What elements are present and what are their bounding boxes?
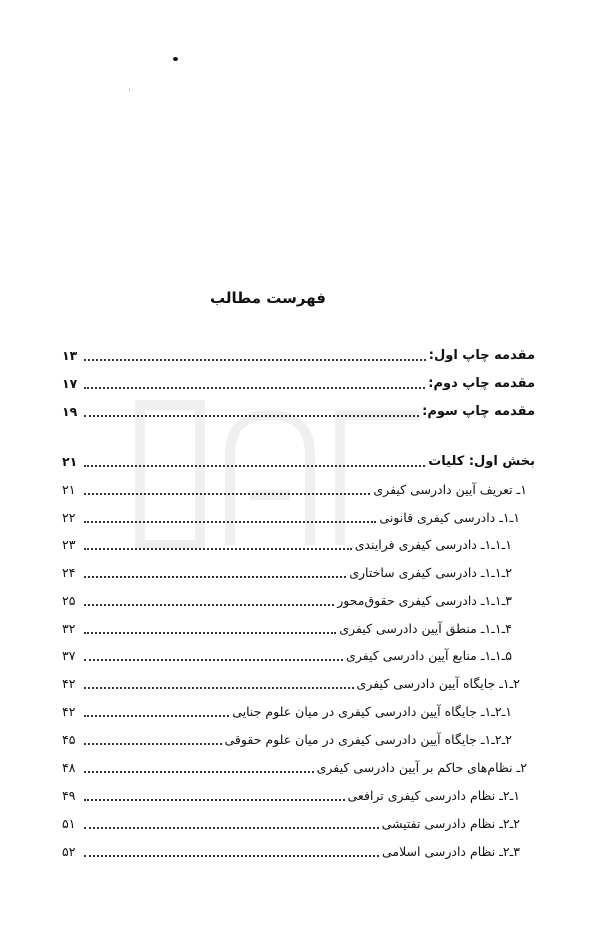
toc-page-number: ۴۲ [62, 704, 76, 719]
dot-leader [84, 604, 334, 606]
dot-leader [84, 632, 336, 634]
toc-entry-label: ۲ـ نظام‌های حاکم بر آیین دادرسی کیفری [316, 760, 527, 775]
toc-title-text: فهرست مطالب [210, 289, 326, 307]
dot-leader [84, 415, 419, 417]
toc-entry[interactable] [62, 644, 512, 666]
dot-leader [84, 465, 425, 467]
toc-page-number: ۵۱ [62, 816, 76, 831]
toc-entry-label: ۱ـ۲ـ۱ـ جایگاه آیین دادرسی کیفری در میان علوم جنایی [232, 704, 512, 719]
toc-entry-label: ۲ـ۲ـ نظام دادرسی تفتیشی [381, 816, 520, 831]
toc-page-number: ۲۱ [62, 454, 78, 469]
dot-leader [84, 743, 222, 745]
toc-entry-label: ۵ـ۱ـ۱ـ منابع آیین دادرسی کیفری [346, 648, 512, 663]
toc-entry-label: مقدمه چاپ دوم: [428, 376, 535, 391]
dot-leader [84, 855, 379, 857]
toc-entry-label: ۳ـ۱ـ۱ـ دادرسی کیفری حقوق‌محور [337, 593, 512, 608]
toc-title [0, 289, 600, 307]
toc-entry-label: ۳ـ۲ـ نظام دادرسی اسلامی [381, 844, 520, 859]
toc-entry[interactable] [62, 812, 520, 834]
toc-entry-label: ۴ـ۱ـ۱ـ منطق آیین دادرسی کیفری [339, 621, 512, 636]
toc-entry[interactable] [62, 728, 512, 750]
dot-leader [84, 359, 426, 361]
toc-entry-label: مقدمه چاپ سوم: [422, 404, 535, 419]
dot-leader [84, 659, 343, 661]
toc-entry-label: ۱ـ۱ـ دادرسی کیفری قانونی [379, 510, 520, 525]
toc-entry[interactable] [62, 561, 512, 583]
toc-entry-label: ۲ـ۱ـ جایگاه آیین دادرسی کیفری [356, 676, 520, 691]
toc-entry-label: بخش اول: کلیات [428, 454, 535, 469]
toc-entry[interactable] [62, 372, 535, 394]
toc-entry[interactable] [62, 617, 512, 639]
toc-entry[interactable] [62, 400, 535, 422]
dot-leader [84, 715, 229, 717]
toc-page-number: ۱۳ [62, 348, 78, 363]
scan-artifact [129, 88, 130, 92]
toc-page-number: ۴۲ [62, 676, 76, 691]
toc-page-number: ۵۲ [62, 844, 76, 859]
toc-entry-label: مقدمه چاپ اول: [428, 348, 535, 363]
toc-entry-label: ۱ـ۲ـ نظام دادرسی کیفری ترافعی [347, 788, 520, 803]
dot-leader [84, 493, 370, 495]
toc-page-number: ۴۸ [62, 760, 76, 775]
toc-entry[interactable] [62, 506, 520, 528]
dot-leader [84, 576, 346, 578]
toc-entry[interactable] [62, 450, 535, 472]
toc-entry[interactable] [62, 589, 512, 611]
toc-page-number: ۴۵ [62, 732, 76, 747]
toc-page-number: ۲۴ [62, 565, 76, 580]
toc-page-number: ۲۳ [62, 537, 76, 552]
toc-entry-label: ۲ـ۲ـ۱ـ جایگاه آیین دادرسی کیفری در میان علوم حقوقی [224, 732, 512, 747]
dot-leader [84, 687, 354, 689]
toc-page-number: ۲۱ [62, 482, 76, 497]
dot-leader [84, 548, 352, 550]
toc-page-number: ۳۲ [62, 621, 76, 636]
page-dot-mark [173, 57, 178, 61]
toc-page-number: ۱۷ [62, 376, 78, 391]
dot-leader [84, 771, 314, 773]
toc-entry[interactable] [62, 756, 527, 778]
toc-page-number: ۲۵ [62, 593, 76, 608]
toc-entry[interactable] [62, 840, 520, 862]
toc-entry[interactable] [62, 784, 520, 806]
dot-leader [84, 521, 376, 523]
toc-page-number: ۴۹ [62, 788, 76, 803]
toc-entry[interactable] [62, 478, 527, 500]
dot-leader [84, 827, 379, 829]
toc-entry[interactable] [62, 700, 512, 722]
toc-page-number: ۲۲ [62, 510, 76, 525]
toc-entry[interactable] [62, 344, 535, 366]
dot-leader [84, 387, 425, 389]
toc-entry-label: ۲ـ۱ـ۱ـ دادرسی کیفری ساختاری [349, 565, 512, 580]
toc-page-number: ۱۹ [62, 404, 78, 419]
toc-entry-label: ۱ـ۱ـ۱ـ دادرسی کیفری فرایندی [354, 537, 512, 552]
dot-leader [84, 799, 345, 801]
toc-entry[interactable] [62, 672, 520, 694]
toc-entry[interactable] [62, 533, 512, 555]
toc-entry-label: ۱ـ تعریف آیین دادرسی کیفری [373, 482, 527, 497]
toc-page-number: ۳۷ [62, 648, 76, 663]
